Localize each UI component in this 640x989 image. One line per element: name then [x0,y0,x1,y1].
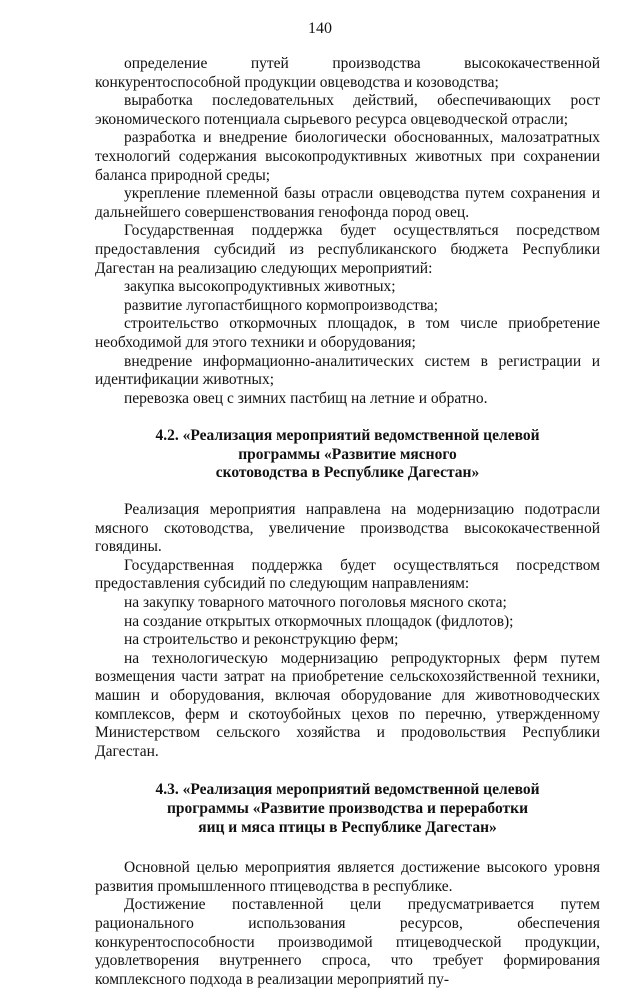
measures-list [95,55,600,408]
section-heading-4-3 [95,781,600,837]
heading-line: скотоводства в Республике Дагестан» [215,464,480,482]
paragraph: на технологическую модернизацию репродукторных ферм путем возмещения части затрат на приобретение сельскохозяйственной техники, машин и оборудования, включая оборудование для животноводческих комплексов, ферм и скотоубойных цехов по перечню, утвержденному Министерством сельского хозяйства и продовольствия Республики Дагестан. [95,649,600,760]
paragraph: выработка последовательных действий, обеспечивающих рост экономического потенциала сырьевого ресурса овцеводческой отрасли; [95,92,600,128]
heading-line: 4.2. «Реализация мероприятий ведомственной целевой [155,427,540,445]
heading-line: яиц и мяса птицы в Республике Дагестан» [198,818,497,836]
paragraph: внедрение информационно-аналитических систем в регистрации и идентификации животных; [95,352,600,389]
paragraph: определение путей производства высококачественной конкурентоспособной продукции овцеводства и козоводства; [95,55,600,91]
paragraph: строительство откормочных площадок, в том числе приобретение необходимой для этого техники и оборудования; [95,315,600,351]
paragraph: разработка и внедрение биологически обоснованных, малозатратных технологий содержания высокопродуктивных животных при сохранении баланса природной среды; [95,129,600,184]
section-4-3-body [95,859,600,989]
heading-line: программы «Развитие производства и переработки [166,799,528,817]
paragraph: Реализация мероприятия направлена на модернизацию подотрасли мясного скотоводства, увеличение производства высококачественной говядины. [95,501,600,556]
paragraph: Государственная поддержка будет осуществляться посредством предоставления субсидий из республиканского бюджета Республики Дагестан на реализацию следующих мероприятий: [95,222,600,277]
page-number: 140 [308,20,332,37]
paragraph: на закупку товарного маточного поголовья мясного скота; [124,594,507,612]
paragraph: закупка высокопродуктивных животных; [124,278,396,296]
heading-line: 4.3. «Реализация мероприятий ведомственной целевой [155,781,540,799]
paragraph: на создание открытых откормочных площадок (фидлотов); [124,612,514,630]
paragraph: развитие лугопастбищного кормопроизводства; [124,296,439,314]
section-4-2-body [95,501,600,761]
paragraph: Основной целью мероприятия является достижение высокого уровня развития промышленного птицеводства в республике. [95,859,600,895]
paragraph: перевозка овец с зимних пастбищ на летние и обратно. [124,389,488,407]
paragraph: на строительство и реконструкцию ферм; [124,631,399,649]
section-heading-4-2 [95,427,600,483]
page-content [95,55,600,989]
heading-line: программы «Развитие мясного [238,445,457,463]
paragraph: укрепление племенной базы отрасли овцеводства путем сохранения и дальнейшего совершенствования генофонда пород овец. [95,185,600,221]
paragraph: Достижение поставленной цели предусматривается путем рационального использования ресурсов, обеспечения конкурентоспособности производимой птицеводческой продукции, удовлетворения внутреннего спроса, что требует формирования комплексного подхода в реализации мероприятий пу- [95,896,600,988]
paragraph: Государственная поддержка будет осуществляться посредством предоставления субсидий по следующим направлениям: [95,556,600,593]
